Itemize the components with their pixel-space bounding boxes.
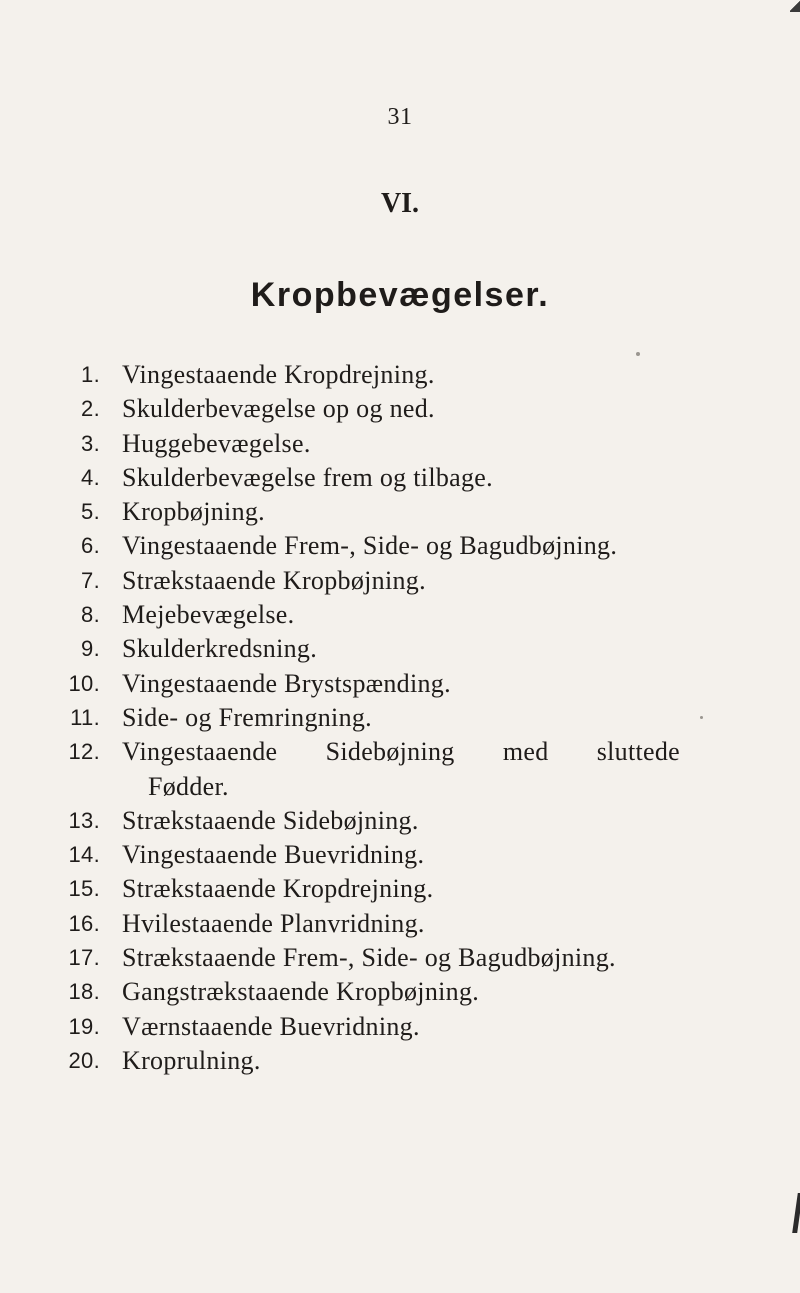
item-text — [100, 1044, 680, 1078]
item-number: 6. — [81, 533, 100, 559]
item-text — [100, 392, 680, 426]
item-text-line: Fødder. — [148, 771, 229, 801]
list-item — [40, 461, 680, 495]
item-text — [100, 564, 680, 598]
item-text-line: Side- og Fremringning. — [122, 702, 372, 732]
item-number: 15. — [68, 876, 100, 902]
item-text — [100, 461, 680, 495]
list-item — [40, 392, 680, 426]
item-number: 16. — [68, 910, 100, 936]
item-text — [100, 427, 680, 461]
item-text-line: Skulderkredsning. — [122, 634, 318, 664]
item-text-line: Vingestaaende Brystspænding. — [122, 668, 451, 698]
item-text — [100, 735, 680, 804]
list-item — [40, 804, 680, 838]
list-item — [40, 735, 680, 804]
list-item — [40, 907, 680, 941]
item-number: 1. — [81, 362, 100, 387]
item-text-line: Strækstaaende Kropdrejning. — [122, 874, 434, 904]
item-text — [100, 495, 680, 529]
item-text-line: Kropbøjning. — [122, 497, 265, 527]
list-item — [40, 598, 680, 632]
item-text — [100, 701, 680, 735]
item-number: 3. — [81, 430, 100, 456]
page-number: 31 — [387, 104, 413, 130]
item-text-line: Gangstrækstaaende Kropbøjning. — [122, 977, 480, 1007]
item-text — [100, 941, 680, 975]
item-number: 8. — [81, 602, 100, 628]
item-text-line: Hvilestaaende Planvridning. — [122, 908, 425, 938]
chapter-numeral: VI. — [380, 188, 420, 219]
list-item — [40, 701, 680, 735]
item-number: 2. — [81, 396, 100, 422]
item-number: 10. — [68, 670, 100, 696]
print-speck — [636, 352, 640, 356]
item-number: 19. — [68, 1013, 100, 1039]
list-item — [40, 564, 680, 598]
item-number: 11. — [70, 704, 100, 730]
list-item — [40, 495, 680, 529]
item-text-line: Skulderbevægelse frem og tilbage. — [122, 462, 493, 492]
item-text — [100, 1010, 680, 1044]
list-item — [40, 632, 680, 666]
item-number: 5. — [81, 499, 100, 525]
item-text — [100, 598, 680, 632]
item-text — [100, 804, 680, 838]
item-number: 13. — [68, 807, 100, 833]
item-text-line: Strækstaaende Sidebøjning. — [122, 805, 419, 835]
list-item — [40, 427, 680, 461]
item-text-line: Skulderbevægelse op og ned. — [122, 394, 435, 424]
item-number: 12. — [68, 739, 100, 765]
list-item — [40, 1044, 680, 1078]
section-title: Kropbevægelser. — [250, 276, 550, 314]
page-edge-mark — [792, 1193, 800, 1233]
item-text-line: Vingestaaende Buevridning. — [122, 840, 425, 870]
list-item — [40, 975, 680, 1009]
item-number: 9. — [81, 636, 100, 662]
item-number: 18. — [68, 979, 100, 1005]
item-text — [100, 632, 680, 666]
item-number: 4. — [81, 464, 100, 490]
item-text-line: Kroprulning. — [122, 1045, 261, 1075]
list-item — [40, 667, 680, 701]
item-number: 20. — [68, 1047, 100, 1073]
item-text-line: Vingestaaende Kropdrejning. — [122, 360, 435, 389]
item-text — [100, 872, 680, 906]
item-text-line: Strækstaaende Kropbøjning. — [122, 565, 426, 595]
list-item — [40, 529, 680, 563]
item-text-line: Vingestaaende Frem-, Side- og Bagudbøjning. — [122, 531, 618, 561]
exercise-list — [40, 358, 680, 1078]
list-item — [40, 1010, 680, 1044]
print-speck — [700, 716, 703, 719]
item-text — [100, 529, 680, 563]
list-item — [40, 941, 680, 975]
list-item — [40, 358, 680, 392]
item-text-line: Huggebevægelse. — [122, 428, 311, 458]
item-text-line: Vingestaaende Sidebøjning med sluttede — [122, 737, 680, 767]
item-number: 17. — [68, 945, 100, 971]
item-text — [100, 975, 680, 1009]
item-text-line: Mejebevægelse. — [122, 600, 295, 630]
list-item — [40, 838, 680, 872]
item-text — [100, 667, 680, 701]
item-text-line: Værnstaaende Buevridning. — [122, 1011, 420, 1041]
item-number: 7. — [81, 567, 100, 593]
item-number: 14. — [68, 842, 100, 868]
item-text — [100, 838, 680, 872]
item-text — [100, 907, 680, 941]
list-item — [40, 872, 680, 906]
page-corner-mark — [790, 0, 800, 12]
item-text — [100, 358, 680, 392]
item-text-line: Strækstaaende Frem-, Side- og Bagudbøjning. — [122, 943, 616, 973]
